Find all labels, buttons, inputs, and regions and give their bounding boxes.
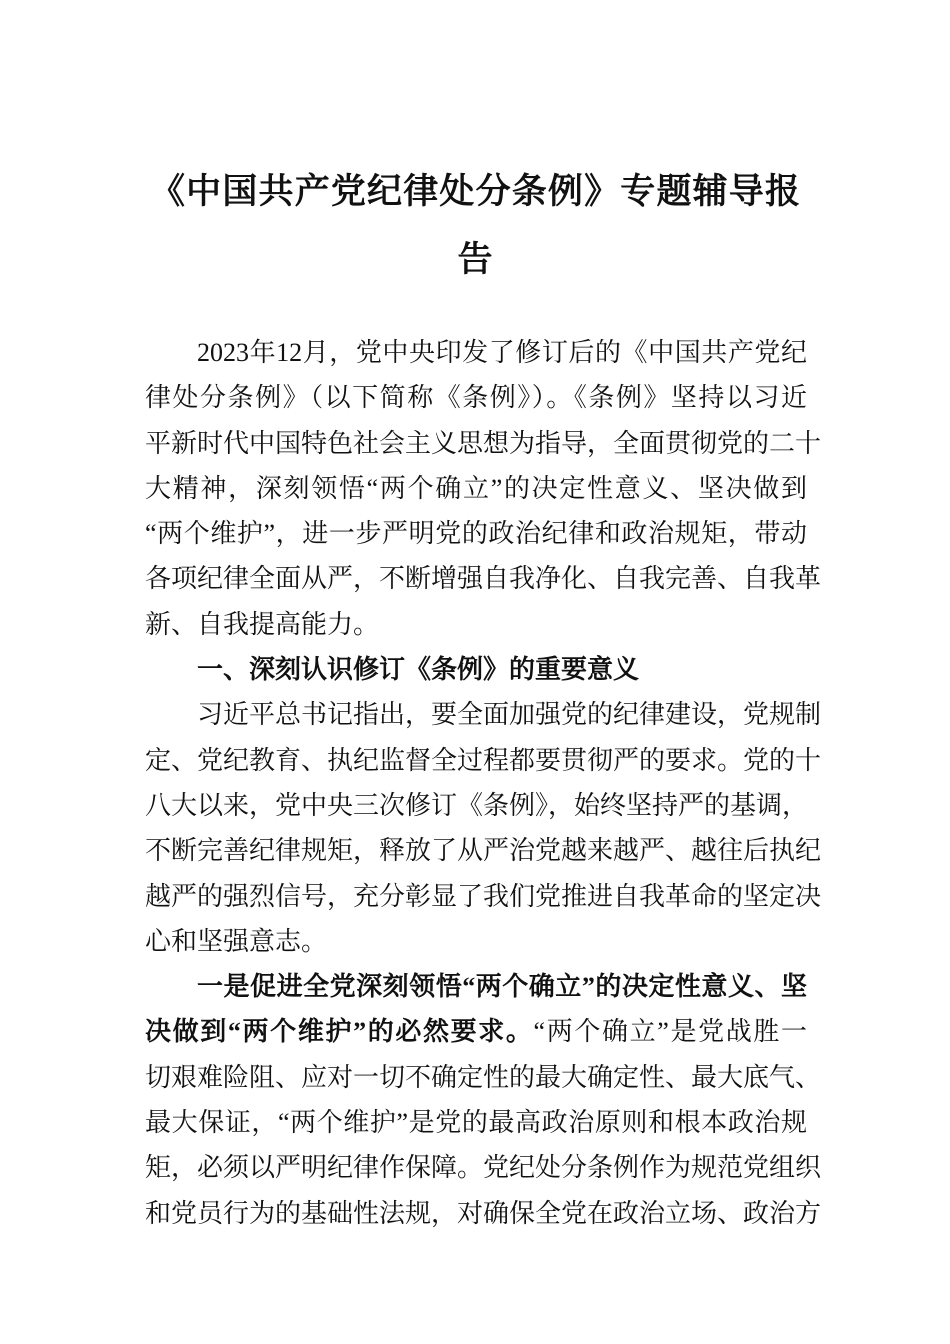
text-line: “两个维护”，进一步严明党的政治纪律和政治规矩，带动 <box>145 519 807 549</box>
text-line: 新、自我提高能力。 <box>145 609 380 639</box>
bold-text-line: 一是促进全党深刻领悟“两个确立”的决定性意义、坚 <box>197 972 807 1002</box>
text-line: 矩，必须以严明纪律作保障。党纪处分条例作为规范党组织 <box>145 1153 822 1183</box>
text-line: 越严的强烈信号，充分彰显了我们党推进自我革命的坚定决 <box>145 881 822 911</box>
text-line: 大精神，深刻领悟“两个确立”的决定性意义、坚决做到 <box>145 473 807 503</box>
text-line: 平新时代中国特色社会主义思想为指导，全面贯彻党的二十 <box>145 428 822 458</box>
text-line: 律处分条例》（以下简称《条例》）。《条例》坚持以习近 <box>145 383 807 413</box>
text-line: 八大以来，党中央三次修订《条例》，始终坚持严的基调， <box>145 790 809 820</box>
text-line <box>145 1009 807 1054</box>
paragraph-intro <box>145 330 822 647</box>
text-line: 各项纪律全面从严，不断增强自我净化、自我完善、自我革 <box>145 564 822 594</box>
document-title <box>150 158 800 294</box>
title-line: 告 <box>457 240 493 279</box>
title-line: 《中国共产党纪律处分条例》专题辅导报 <box>150 172 800 211</box>
paragraph-point-one <box>145 964 822 1236</box>
paragraph-significance <box>145 692 822 964</box>
text-line: 定、党纪教育、执纪监督全过程都要贯彻严的要求。党的十 <box>145 745 822 775</box>
document-body <box>145 330 822 1236</box>
text-line: 和党员行为的基础性法规，对确保全党在政治立场、政治方 <box>145 1198 822 1228</box>
text-line: 最大保证，“两个维护”是党的最高政治原则和根本政治规 <box>145 1108 807 1138</box>
text-run: “两个确立”是党战胜一 <box>533 1017 807 1047</box>
text-line: 切艰难险阻、应对一切不确定性的最大确定性、最大底气、 <box>145 1062 822 1092</box>
text-line: 2023年12月，党中央印发了修订后的《中国共产党纪 <box>197 338 807 367</box>
bold-lead: 决做到“两个维护”的必然要求。 <box>145 1017 534 1047</box>
text-line: 不断完善纪律规矩，释放了从严治党越来越严、越往后执纪 <box>145 836 822 866</box>
text-line: 心和坚强意志。 <box>145 926 328 956</box>
text-line: 习近平总书记指出，要全面加强党的纪律建设，党规制 <box>197 700 822 730</box>
section-heading: 一、深刻认识修订《条例》的重要意义 <box>197 654 640 685</box>
